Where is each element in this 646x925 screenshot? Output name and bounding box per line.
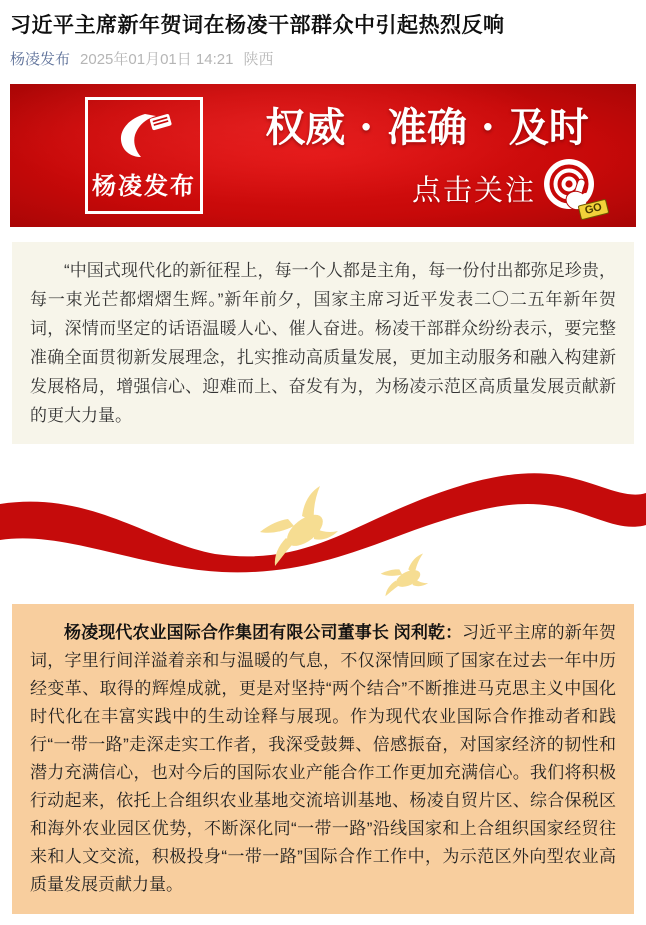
speaker-name: 杨凌现代农业国际合作集团有限公司董事长 闵利乾： [64, 623, 463, 643]
click-target-icon [542, 157, 606, 219]
account-logo [85, 97, 203, 214]
article-page [0, 11, 646, 914]
statement-box [12, 604, 634, 914]
follow-banner[interactable] [10, 84, 636, 227]
go-badge: GO [577, 199, 609, 221]
logo-swoosh-icon [109, 111, 179, 164]
publish-location: 陕西 [243, 51, 274, 69]
summary-box [12, 242, 634, 444]
banner-slogan: 权威 · 准确 · 及时 [265, 104, 589, 152]
logo-text: 杨凌发布 [92, 172, 196, 200]
statement-paragraph [30, 619, 616, 899]
follow-label: 点击关注 [411, 174, 536, 207]
account-link[interactable]: 杨凌发布 [10, 51, 71, 69]
ribbon-shape [0, 474, 646, 573]
dove-icon [376, 546, 434, 602]
publish-date: 2025年01月01日 14:21 [80, 51, 234, 69]
ribbon-doves-graphic [0, 462, 646, 602]
article-title: 习近平主席新年贺词在杨凌干部群众中引起热烈反响 [10, 14, 505, 37]
article-meta [10, 48, 636, 69]
summary-text: “中国式现代化的新征程上，每一个人都是主角，每一份付出都弥足珍贵，每一束光芒都熠熠生辉。”新年前夕，国家主席习近平发表二〇二五年新年贺词，深情而坚定的话语温暖人心、催人奋进。杨凌干部群众纷纷表示，要完整准确全面贯彻新发展理念，扎实推动高质量发展，更加主动服务和融入构建新发展格局，增强信心、迎难而上、奋发有为，为杨凌示范区高质量发展贡献新的更大力量。 [30, 261, 616, 426]
statement-text: 习近平主席的新年贺词，字里行间洋溢着亲和与温暖的气息，不仅深情回顾了国家在过去一年中历经变革、取得的辉煌成就，更是对坚持“两个结合”不断推进马克思主义中国化时代化在丰富实践中的生动诠释与展现。作为现代农业国际合作推动者和践行“一带一路”走深走实工作者，我深受鼓舞、倍感振奋，对国家经济的韧性和潜力充满信心，也对今后的国际农业产能合作工作更加充满信心。我们将积极行动起来，依托上合组织农业基地交流培训基地、杨凌自贸片区、综合保税区和海外农业园区优势，不断深化同“一带一路”沿线国家和上合组织国家经贸往来和人文交流，积极投身“一带一路”国际合作工作中，为示范区外向型农业高质量发展贡献力量。 [30, 623, 616, 895]
follow-cta[interactable] [412, 157, 606, 219]
